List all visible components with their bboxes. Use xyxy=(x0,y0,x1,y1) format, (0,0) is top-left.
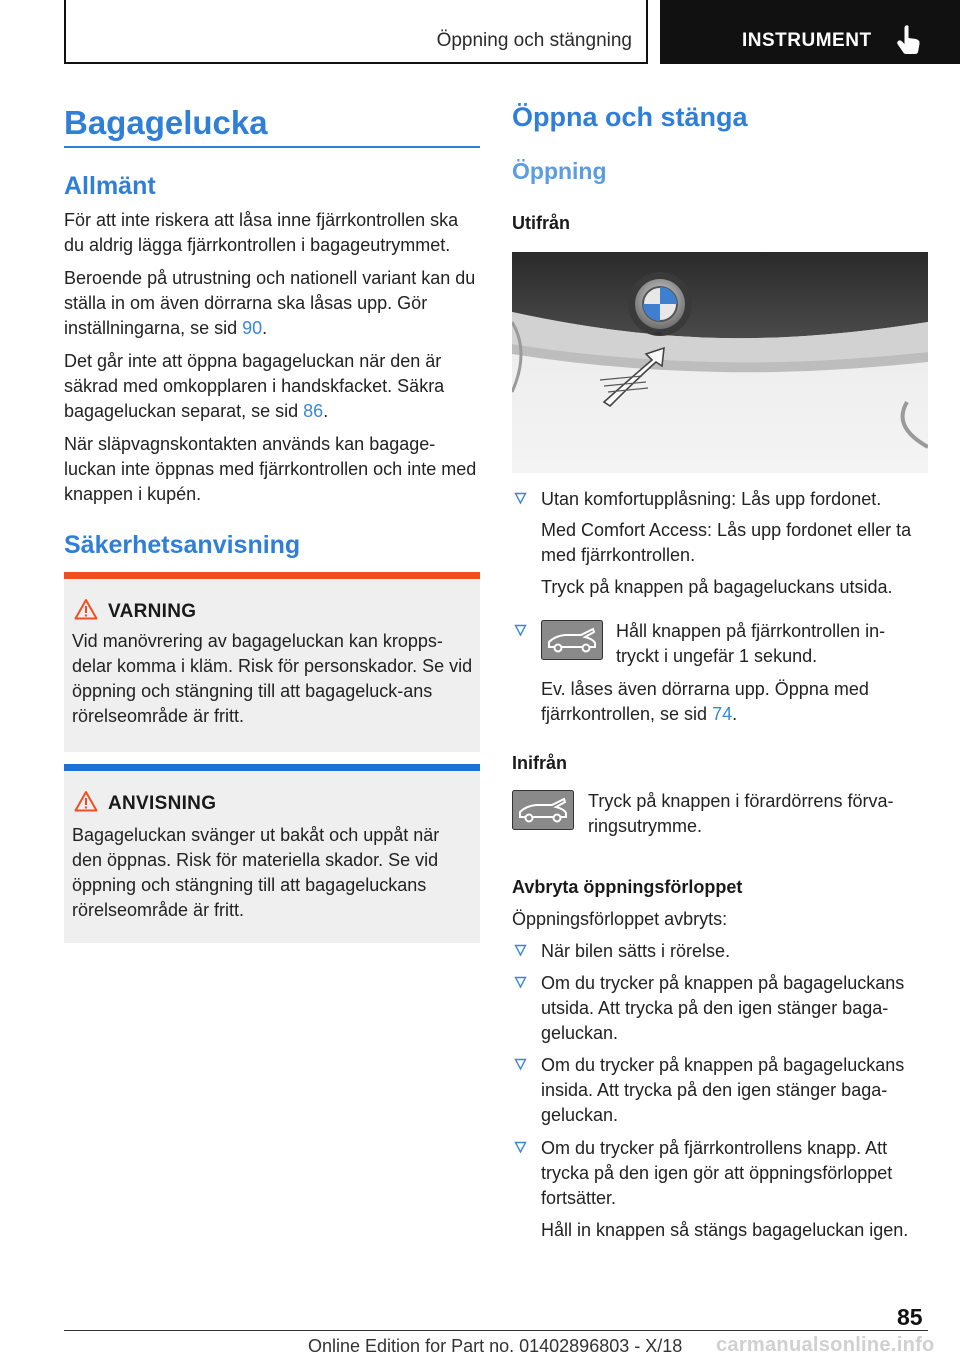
trunk-handle-photo xyxy=(512,252,928,473)
cancel-intro: Öppningsförloppet avbryts: xyxy=(512,909,728,929)
notice-triangle-icon xyxy=(74,790,98,812)
bullet-triangle-icon xyxy=(514,1058,527,1071)
bullet-triangle-icon xyxy=(514,944,527,957)
notice-label: ANVISNING xyxy=(108,793,217,814)
outside-heading: Utifrån xyxy=(512,213,570,233)
warning-label: VARNING xyxy=(108,601,197,622)
header-section-box xyxy=(64,0,648,64)
warning-triangle-icon xyxy=(74,598,98,620)
header-section-title: Öppning och stängning xyxy=(436,30,632,51)
car-trunk-key-icon xyxy=(541,620,603,660)
bullet-triangle-icon xyxy=(514,1141,527,1154)
header-chapter-title: INSTRUMENT xyxy=(742,30,872,51)
bullet-triangle-icon xyxy=(514,492,527,505)
general-paragraph-2: Beroende på utrustning och nationell variant kan du ställa in om även dörrarna ska låsas upp. Gör inställningarna, se sid 90. xyxy=(64,268,476,338)
hand-pointer-icon xyxy=(894,24,922,56)
list-item: Om du trycker på fjärrkontrollens knapp. Att trycka på den igen gör att öppningsförloppet fortsätter. xyxy=(512,1136,932,1211)
outside-sub-3: Ev. låses även dörrarna upp. Öppna med fjärrkontrollen, se sid 74. xyxy=(541,679,869,724)
watermark: carmanualsonline.info xyxy=(716,1334,935,1356)
notice-text: Bagageluckan svänger ut bakåt och uppåt när den öppnas. Risk för materiella skador. Se vid öppning och stängning till att bagageluckans rörelseområde är fritt. xyxy=(72,825,440,920)
inside-text: Tryck på knappen i förardörrens förva-ringsutrymme. xyxy=(588,791,894,836)
list-item: Om du trycker på knappen på bagageluckans insida. Att trycka på den igen stänger baga-geluckan. xyxy=(512,1053,932,1128)
page-link-74[interactable]: 74 xyxy=(712,704,733,724)
general-paragraph-4: När släpvagnskontakten används kan bagage-luckan inte öppnas med fjärrkontrollen och inte med knappen i kupén. xyxy=(64,434,477,504)
page-number: 85 xyxy=(897,1304,923,1330)
section-title-open-close: Öppna och stänga xyxy=(512,102,748,132)
general-paragraph-1: För att inte riskera att låsa inne fjärrkontrollen ska du aldrig lägga fjärrkontrollen i bagageutrymmet. xyxy=(64,210,459,255)
opening-heading: Öppning xyxy=(512,158,607,184)
inside-heading: Inifrån xyxy=(512,753,568,773)
list-item: Utan komfortupplåsning: Lås upp fordonet. xyxy=(512,487,932,512)
notice-box xyxy=(64,764,480,943)
car-trunk-button-icon xyxy=(512,790,574,830)
page-link-86[interactable]: 86 xyxy=(303,401,324,421)
bullet-triangle-icon xyxy=(514,624,527,637)
list-item: När bilen sätts i rörelse. xyxy=(512,939,932,964)
list-item: Om du trycker på knappen på bagageluckans utsida. Att trycka på den igen stänger baga-geluckan. xyxy=(512,971,932,1046)
page-title: Bagagelucka xyxy=(64,104,268,141)
notice-color-bar xyxy=(64,764,480,771)
outside-sub-2: Tryck på knappen på bagageluckans utsida. xyxy=(541,577,893,597)
warning-text: Vid manövrering av bagageluckan kan kropps-delar komma i kläm. Risk för personskador. Se vid öppning och stängning till att bagageluck-ans rörelseområde är fritt. xyxy=(72,631,473,726)
cancel-heading: Avbryta öppningsförloppet xyxy=(512,877,743,897)
footer-edition: Online Edition for Part no. 01402896803 - X/18 xyxy=(308,1336,683,1356)
outside-bullet-2-text: Håll knappen på fjärrkontrollen in-tryckt i ungefär 1 sekund. xyxy=(616,621,886,666)
footer-rule xyxy=(64,1330,928,1331)
page-link-90[interactable]: 90 xyxy=(242,318,263,338)
general-paragraph-3: Det går inte att öppna bagageluckan när den är säkrad med omkopplaren i handskfacket. Säkra bagageluckan separat, se sid 86. xyxy=(64,351,445,421)
warning-box xyxy=(64,572,480,752)
cancel-last-sub: Håll in knappen så stängs bagageluckan igen. xyxy=(541,1220,909,1240)
warning-color-bar xyxy=(64,572,480,579)
outside-sub-1: Med Comfort Access: Lås upp fordonet eller ta med fjärrkontrollen. xyxy=(541,520,912,565)
general-heading: Allmänt xyxy=(64,172,156,200)
bullet-triangle-icon xyxy=(514,976,527,989)
safety-heading: Säkerhetsanvisning xyxy=(64,531,301,559)
title-underline xyxy=(64,146,480,148)
header-chapter-tab[interactable] xyxy=(660,0,960,64)
